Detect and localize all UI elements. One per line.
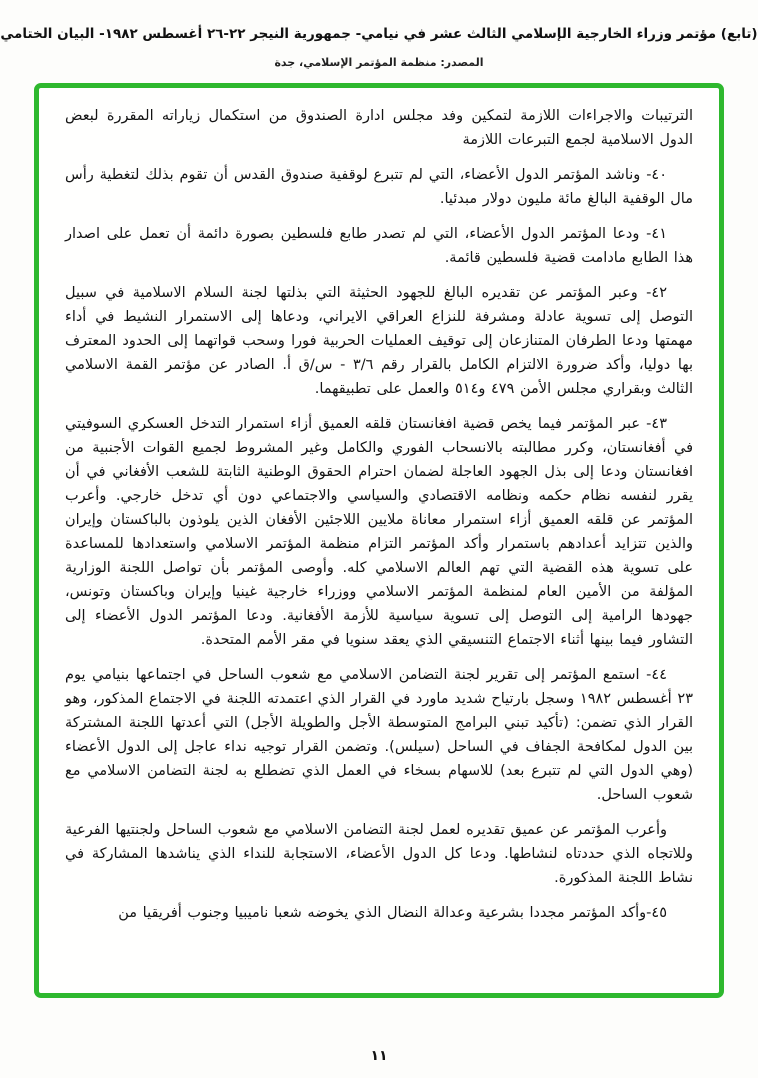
paragraph-44: ٤٤- استمع المؤتمر إلى تقرير لجنة التضامن الاسلامي مع شعوب الساحل في اجتماعها بنيامي يوم ٢٣ أغسطس ١٩٨٢ وسجل بارتياح شديد ماورد في القرار الذي اعتمدته اللجنة في الاجتماع المذكور، وهو القرار الذي تضمن: (تأكيد تبني البرامج المتوسطة الأجل والطويلة الأجل) التي أعدتها اللجنة المشتركة بين الدول لمكافحة الجفاف في الساحل (سيلس). وتضمن القرار توجيه نداء عاجل إلى الدول الأعضاء (وهي الدول التي لم تتبرع بعد) للاسهام بسخاء في العمل الذي تضطلع به لجنة التضامن الاسلامي مع شعوب الساحل. bbox=[65, 667, 693, 803]
document-title: (تابع) مؤتمر وزراء الخارجية الإسلامي الثالث عشر في نيامي- جمهورية النيجر ٢٢-٢٦ أغسطس ١٩٨٢- البيان الختامي bbox=[0, 26, 758, 42]
page-number: ١١ bbox=[370, 1048, 388, 1064]
paragraph-45: ٤٥-وأكد المؤتمر مجددا بشرعية وعدالة النضال الذي يخوضه شعبا ناميبيا وجنوب أفريقيا من bbox=[118, 905, 667, 921]
paragraph-41: ٤١- ودعا المؤتمر الدول الأعضاء، التي لم تصدر طابع فلسطين بصورة دائمة أن تعمل على اصدار هذا الطابع مادامت قضية فلسطين قائمة. bbox=[65, 226, 693, 266]
paragraph-44-followup: وأعرب المؤتمر عن عميق تقديره لعمل لجنة التضامن الاسلامي مع شعوب الساحل ولجنتيها الفرعية وللاتجاه الذي حددتاه لنشاطها. ودعا كل الدول الأعضاء، الاستجابة للنداء الذي يناشدها المشاركة في نشاط اللجنة المذكورة. bbox=[65, 822, 693, 886]
paragraph-42: ٤٢- وعبر المؤتمر عن تقديره البالغ للجهود الحثيثة التي بذلتها لجنة السلام الاسلامية في سبيل التوصل إلى تسوية عادلة ومشرفة للنزاع العراقي الايراني، ودعاها إلى الاستمرار النشيط في أداء مهمتها ودعا الطرفان المتنازعان إلى توقيف العمليات الحربية فورا وسحب قواتهما إلى الحدود المعترف بها دوليا، وأكد ضرورة الالتزام الكامل بالقرار رقم ٣/٦ - س/ق أ. الصادر عن مؤتمر القمة الاسلامي الثالث وبقراري مجلس الأمن ٤٧٩ و٥١٤ والعمل على تطبيقهما. bbox=[65, 285, 693, 397]
paragraph-40: ٤٠- وناشد المؤتمر الدول الأعضاء، التي لم تتبرع لوقفية صندوق القدس أن تقوم بذلك لتغطية رأس مال الوقفية البالغ مائة مليون دولار مبدئيا. bbox=[65, 167, 693, 207]
paragraph-43: ٤٣- عبر المؤتمر فيما يخص قضية افغانستان قلقه العميق أزاء استمرار التدخل العسكري السوفيتي في أفغانستان، وكرر مطالبته بالانسحاب الفوري والكامل وغير المشروط لجميع القوات الأجنبية من افغانستان ودعا إلى بذل الجهود العاجلة لضمان احترام الحقوق الوطنية الثابتة للشعب الأفغاني في أن يقرر لنفسه نظام حكمه ونظامه الاقتصادي والسياسي والاجتماعي دون أي تدخل خارجي. وأعرب المؤتمر عن قلقه العميق أزاء استمرار معاناة ملايين اللاجئين الأفغان الذين يلوذون بالباكستان وإيران والذين تتزايد أعدادهم باستمرار وأكد المؤتمر التزام منظمة المؤتمر الاسلامي واستعدادها للمساعدة على تسوية هذه القضية التي تهم العالم الاسلامي كله. وأوصى المؤتمر بأن تواصل اللجنة الوزارية المؤلفة من الأمين العام لمنظمة المؤتمر الاسلامي ووزراء خارجية غينيا وإيران وباكستان وتونس، جهودها الرامية إلى التوصل إلى تسوية سياسية للأزمة الأفغانية. ودعا المؤتمر الدول الأعضاء إلى التشاور فيما بينها أثناء الاجتماع التنسيقي الذي يعقد سنويا في مقر الأمم المتحدة. bbox=[65, 416, 693, 648]
paragraph-continuation: الترتيبات والاجراءات اللازمة لتمكين وفد مجلس ادارة الصندوق من استكمال زياراته المقررة لبعض الدول الاسلامية لجمع التبرعات اللازمة bbox=[65, 108, 693, 148]
document-source-line: المصدر: منظمة المؤتمر الإسلامي، جدة bbox=[274, 56, 484, 69]
content-box bbox=[34, 83, 724, 998]
